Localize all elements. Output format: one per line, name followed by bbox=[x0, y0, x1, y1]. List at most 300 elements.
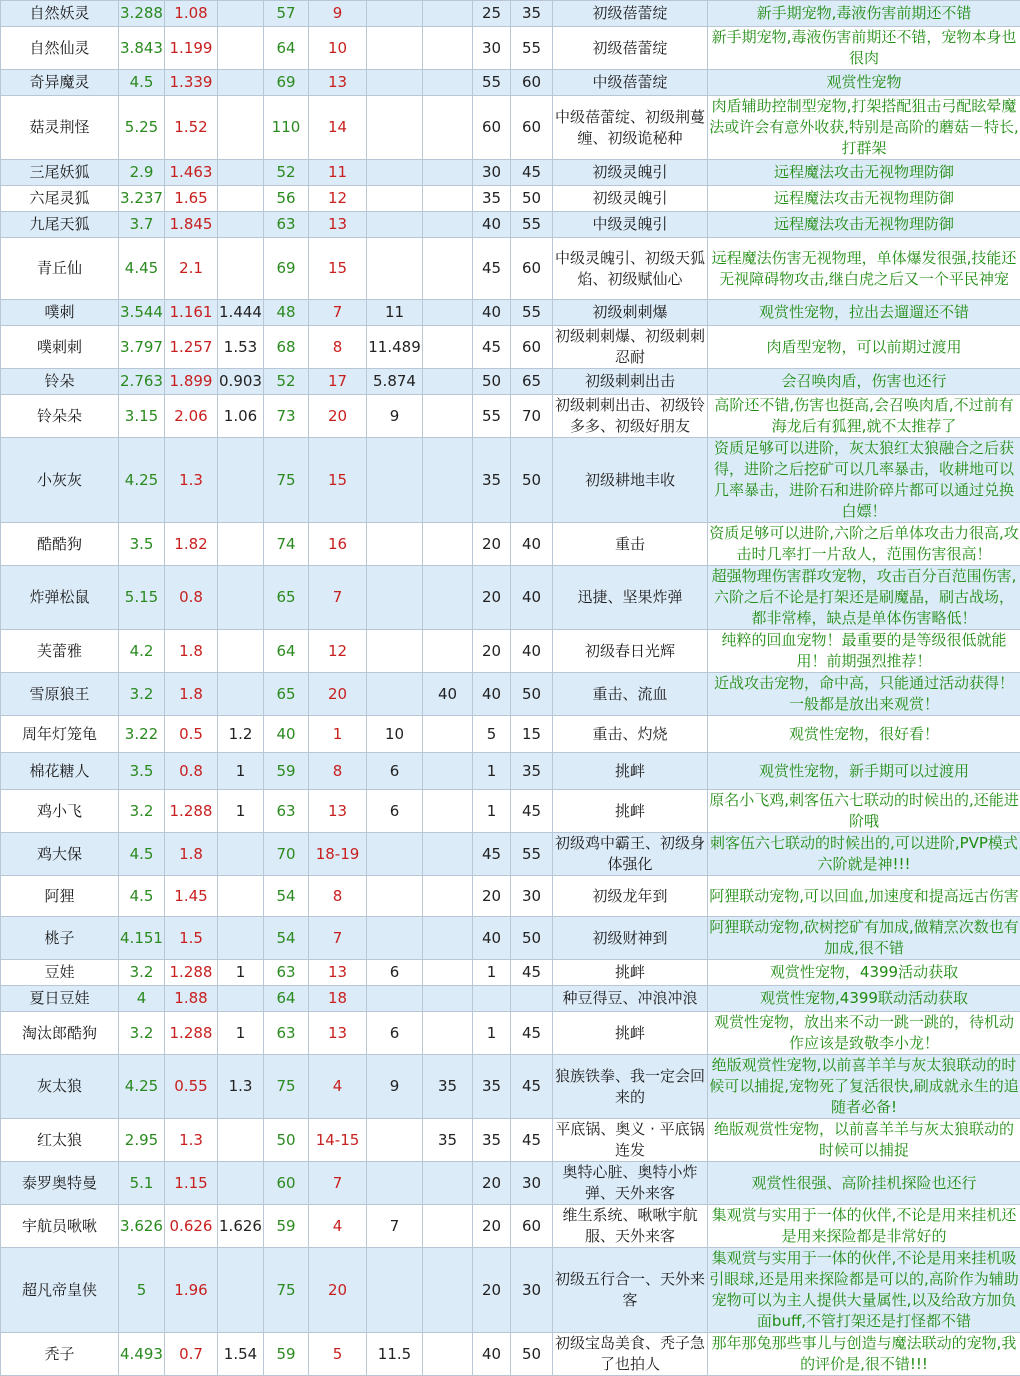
cell-v10: 65 bbox=[511, 369, 553, 395]
table-row bbox=[1, 1012, 1020, 1055]
table-row bbox=[1, 1119, 1020, 1162]
cell-v5: 7 bbox=[309, 300, 367, 326]
cell-skill: 重击、灼烧 bbox=[553, 716, 708, 753]
cell-v3 bbox=[218, 673, 264, 716]
cell-v6 bbox=[367, 96, 423, 160]
cell-v3: 1.53 bbox=[218, 326, 264, 369]
cell-v1: 4.151 bbox=[119, 917, 165, 960]
cell-desc: 远程魔法攻击无视物理防御 bbox=[708, 212, 1020, 238]
cell-desc: 集观赏与实用于一体的伙伴,不论是用来挂机吸引眼球,还是用来探险都是可以的,高阶作为辅助宠物可以为主人提供大量属性,以及给敌方加负面buff,不管打架还是打怪都不错 bbox=[708, 1248, 1020, 1333]
cell-v10: 40 bbox=[511, 630, 553, 673]
cell-v5: 15 bbox=[309, 438, 367, 523]
cell-desc: 原名小飞鸡,刺客伍六七联动的时候出的,还能进阶哦 bbox=[708, 790, 1020, 833]
cell-v9: 20 bbox=[473, 523, 511, 566]
cell-v3 bbox=[218, 523, 264, 566]
cell-v1: 5.15 bbox=[119, 566, 165, 630]
cell-v5: 14 bbox=[309, 96, 367, 160]
cell-v7: 40 bbox=[423, 673, 473, 716]
cell-v5: 17 bbox=[309, 369, 367, 395]
cell-v7: 35 bbox=[423, 1119, 473, 1162]
cell-v4: 63 bbox=[264, 1012, 309, 1055]
cell-v9: 20 bbox=[473, 1205, 511, 1248]
cell-v2: 1.288 bbox=[165, 1012, 218, 1055]
cell-v7 bbox=[423, 1162, 473, 1205]
cell-v6 bbox=[367, 566, 423, 630]
cell-v9: 1 bbox=[473, 753, 511, 790]
cell-v5: 5 bbox=[309, 1333, 367, 1376]
cell-v10: 60 bbox=[511, 70, 553, 96]
cell-v10: 30 bbox=[511, 1162, 553, 1205]
cell-v4: 64 bbox=[264, 986, 309, 1012]
cell-skill: 平底锅、奥义 · 平底锅连发 bbox=[553, 1119, 708, 1162]
cell-v2: 1.82 bbox=[165, 523, 218, 566]
table-row bbox=[1, 369, 1020, 395]
cell-v2: 1.288 bbox=[165, 960, 218, 986]
cell-skill: 初级龙年到 bbox=[553, 876, 708, 917]
cell-v5: 15 bbox=[309, 238, 367, 300]
cell-v9: 35 bbox=[473, 1055, 511, 1119]
cell-skill: 初级刺刺爆、初级刺刺忍耐 bbox=[553, 326, 708, 369]
table-row bbox=[1, 753, 1020, 790]
cell-desc: 远程魔法攻击无视物理防御 bbox=[708, 160, 1020, 186]
cell-v4: 73 bbox=[264, 395, 309, 438]
cell-v6: 11 bbox=[367, 300, 423, 326]
cell-desc: 高阶还不错,伤害也挺高,会召唤肉盾,不过前有海龙后有狐狸,就不太推荐了 bbox=[708, 395, 1020, 438]
cell-v10 bbox=[511, 986, 553, 1012]
cell-v9: 35 bbox=[473, 1119, 511, 1162]
table-row bbox=[1, 986, 1020, 1012]
cell-v1: 3.626 bbox=[119, 1205, 165, 1248]
cell-v9: 20 bbox=[473, 876, 511, 917]
cell-skill: 初级鸡中霸王、初级身体强化 bbox=[553, 833, 708, 876]
cell-v7 bbox=[423, 212, 473, 238]
cell-skill: 初级蓓蕾绽 bbox=[553, 1, 708, 27]
cell-v5: 7 bbox=[309, 1162, 367, 1205]
cell-v6 bbox=[367, 70, 423, 96]
cell-name: 酷酷狗 bbox=[1, 523, 119, 566]
cell-skill: 维生系统、啾啾宇航服、天外来客 bbox=[553, 1205, 708, 1248]
cell-v2: 0.8 bbox=[165, 566, 218, 630]
cell-v6: 11.489 bbox=[367, 326, 423, 369]
cell-v4: 50 bbox=[264, 1119, 309, 1162]
cell-v10: 50 bbox=[511, 186, 553, 212]
cell-v1: 3.7 bbox=[119, 212, 165, 238]
cell-name: 鸡大保 bbox=[1, 833, 119, 876]
cell-v7 bbox=[423, 986, 473, 1012]
cell-v2: 1.339 bbox=[165, 70, 218, 96]
cell-v5: 8 bbox=[309, 876, 367, 917]
cell-v2: 1.88 bbox=[165, 986, 218, 1012]
cell-name: 泰罗奥特曼 bbox=[1, 1162, 119, 1205]
cell-v2: 1.8 bbox=[165, 673, 218, 716]
cell-v9: 1 bbox=[473, 1012, 511, 1055]
cell-v3 bbox=[218, 876, 264, 917]
cell-v10: 50 bbox=[511, 1333, 553, 1376]
cell-v9: 25 bbox=[473, 1, 511, 27]
cell-v3 bbox=[218, 1162, 264, 1205]
cell-desc: 资质足够可以进阶，灰太狼红太狼融合之后获得，进阶之后挖矿可以几率暴击，收耕地可以几率暴击，进阶石和进阶碎片都可以通过兑换白嫖！ bbox=[708, 438, 1020, 523]
cell-name: 青丘仙 bbox=[1, 238, 119, 300]
cell-v4: 52 bbox=[264, 369, 309, 395]
cell-v3 bbox=[218, 96, 264, 160]
table-row bbox=[1, 438, 1020, 523]
cell-v5: 18 bbox=[309, 986, 367, 1012]
table-row bbox=[1, 96, 1020, 160]
cell-v10: 30 bbox=[511, 1248, 553, 1333]
cell-v3 bbox=[218, 70, 264, 96]
cell-v6 bbox=[367, 1, 423, 27]
cell-skill: 中级灵魄引、初级天狐焰、初级赋仙心 bbox=[553, 238, 708, 300]
cell-desc: 新手期宠物,毒液伤害前期还不错 bbox=[708, 1, 1020, 27]
cell-name: 铃朵朵 bbox=[1, 395, 119, 438]
cell-v1: 5.25 bbox=[119, 96, 165, 160]
table-row bbox=[1, 630, 1020, 673]
cell-v7 bbox=[423, 27, 473, 70]
cell-v2: 1.288 bbox=[165, 790, 218, 833]
cell-v6: 6 bbox=[367, 1012, 423, 1055]
cell-v7 bbox=[423, 326, 473, 369]
cell-v3 bbox=[218, 238, 264, 300]
cell-v1: 4 bbox=[119, 986, 165, 1012]
cell-v6 bbox=[367, 986, 423, 1012]
cell-name: 六尾灵狐 bbox=[1, 186, 119, 212]
cell-v10: 15 bbox=[511, 716, 553, 753]
cell-v9 bbox=[473, 986, 511, 1012]
cell-name: 炸弹松鼠 bbox=[1, 566, 119, 630]
cell-v9: 40 bbox=[473, 212, 511, 238]
cell-name: 芙蕾雅 bbox=[1, 630, 119, 673]
cell-v3: 1 bbox=[218, 1012, 264, 1055]
cell-v2: 1.15 bbox=[165, 1162, 218, 1205]
cell-v6: 5.874 bbox=[367, 369, 423, 395]
cell-name: 雪原狼王 bbox=[1, 673, 119, 716]
table-row bbox=[1, 27, 1020, 70]
cell-desc: 观赏性宠物 bbox=[708, 70, 1020, 96]
cell-v7 bbox=[423, 790, 473, 833]
cell-v6: 7 bbox=[367, 1205, 423, 1248]
cell-v10: 60 bbox=[511, 326, 553, 369]
table-row bbox=[1, 186, 1020, 212]
cell-v4: 65 bbox=[264, 673, 309, 716]
cell-name: 铃朵 bbox=[1, 369, 119, 395]
table-row bbox=[1, 1205, 1020, 1248]
cell-v7 bbox=[423, 1205, 473, 1248]
cell-v10: 50 bbox=[511, 438, 553, 523]
cell-v9: 45 bbox=[473, 238, 511, 300]
cell-v2: 0.5 bbox=[165, 716, 218, 753]
cell-v9: 60 bbox=[473, 96, 511, 160]
cell-v7 bbox=[423, 1, 473, 27]
cell-skill: 中级蓓蕾绽 bbox=[553, 70, 708, 96]
cell-skill: 挑衅 bbox=[553, 960, 708, 986]
cell-skill: 初级灵魄引 bbox=[553, 186, 708, 212]
cell-v4: 68 bbox=[264, 326, 309, 369]
cell-v7 bbox=[423, 369, 473, 395]
cell-v5: 7 bbox=[309, 917, 367, 960]
cell-v2: 0.626 bbox=[165, 1205, 218, 1248]
cell-v3: 1.3 bbox=[218, 1055, 264, 1119]
cell-name: 夏日豆娃 bbox=[1, 986, 119, 1012]
cell-v10: 45 bbox=[511, 960, 553, 986]
cell-v7 bbox=[423, 1333, 473, 1376]
cell-v4: 63 bbox=[264, 960, 309, 986]
cell-v7 bbox=[423, 716, 473, 753]
table-row bbox=[1, 395, 1020, 438]
cell-v1: 3.797 bbox=[119, 326, 165, 369]
cell-v2: 1.45 bbox=[165, 876, 218, 917]
cell-v1: 3.2 bbox=[119, 960, 165, 986]
cell-v4: 40 bbox=[264, 716, 309, 753]
cell-v3 bbox=[218, 186, 264, 212]
cell-v1: 3.544 bbox=[119, 300, 165, 326]
cell-v5: 9 bbox=[309, 1, 367, 27]
cell-v5: 4 bbox=[309, 1055, 367, 1119]
table-row bbox=[1, 212, 1020, 238]
cell-v4: 59 bbox=[264, 753, 309, 790]
cell-v4: 69 bbox=[264, 70, 309, 96]
cell-v6 bbox=[367, 238, 423, 300]
cell-skill: 初级财神到 bbox=[553, 917, 708, 960]
cell-name: 棉花糖人 bbox=[1, 753, 119, 790]
table-row bbox=[1, 960, 1020, 986]
cell-v3 bbox=[218, 438, 264, 523]
cell-v1: 5.1 bbox=[119, 1162, 165, 1205]
cell-v7 bbox=[423, 1012, 473, 1055]
cell-v3 bbox=[218, 566, 264, 630]
cell-skill: 重击、流血 bbox=[553, 673, 708, 716]
cell-v10: 45 bbox=[511, 1119, 553, 1162]
cell-v9: 1 bbox=[473, 960, 511, 986]
cell-v9: 40 bbox=[473, 300, 511, 326]
cell-v1: 4.2 bbox=[119, 630, 165, 673]
cell-v10: 50 bbox=[511, 917, 553, 960]
cell-v1: 3.2 bbox=[119, 673, 165, 716]
cell-v5: 20 bbox=[309, 673, 367, 716]
cell-v6 bbox=[367, 917, 423, 960]
cell-v7 bbox=[423, 300, 473, 326]
cell-v3 bbox=[218, 986, 264, 1012]
cell-v4: 54 bbox=[264, 876, 309, 917]
cell-v1: 4.493 bbox=[119, 1333, 165, 1376]
cell-v2: 1.257 bbox=[165, 326, 218, 369]
cell-skill: 初级刺刺爆 bbox=[553, 300, 708, 326]
cell-v7 bbox=[423, 438, 473, 523]
cell-skill: 挑衅 bbox=[553, 753, 708, 790]
cell-skill: 狼族铁拳、我一定会回来的 bbox=[553, 1055, 708, 1119]
cell-v1: 4.25 bbox=[119, 438, 165, 523]
cell-desc: 那年那兔那些事儿与创造与魔法联动的宠物,我的评价是,很不错!!! bbox=[708, 1333, 1020, 1376]
cell-name: 桃子 bbox=[1, 917, 119, 960]
cell-desc: 超强物理伤害群攻宠物，攻击百分百范围伤害,六阶之后不论是打架还是刷魔晶，刷古战场，都非常棒，缺点是单体伤害略低！ bbox=[708, 566, 1020, 630]
cell-v4: 75 bbox=[264, 1055, 309, 1119]
table-row bbox=[1, 790, 1020, 833]
cell-desc: 近战攻击宠物，命中高，只能通过活动获得！一般都是放出来观赏！ bbox=[708, 673, 1020, 716]
cell-v7 bbox=[423, 160, 473, 186]
cell-v1: 3.5 bbox=[119, 523, 165, 566]
cell-desc: 集观赏与实用于一体的伙伴,不论是用来挂机还是用来探险都是非常好的 bbox=[708, 1205, 1020, 1248]
cell-desc: 会召唤肉盾，伤害也还行 bbox=[708, 369, 1020, 395]
cell-v10: 55 bbox=[511, 27, 553, 70]
cell-v2: 1.3 bbox=[165, 438, 218, 523]
cell-v1: 3.843 bbox=[119, 27, 165, 70]
cell-v5: 1 bbox=[309, 716, 367, 753]
cell-desc: 资质足够可以进阶,六阶之后单体攻击力很高,攻击时几率打一片敌人，范围伤害很高！ bbox=[708, 523, 1020, 566]
cell-desc: 肉盾辅助控制型宠物,打架搭配狙击弓配眩晕魔法或许会有意外收获,特别是高阶的蘑菇－特长,打群架 bbox=[708, 96, 1020, 160]
table-row bbox=[1, 1248, 1020, 1333]
table-row bbox=[1, 300, 1020, 326]
cell-desc: 观赏性宠物,4399联动活动获取 bbox=[708, 986, 1020, 1012]
cell-v7 bbox=[423, 186, 473, 212]
cell-v10: 45 bbox=[511, 160, 553, 186]
cell-v5: 11 bbox=[309, 160, 367, 186]
cell-v5: 13 bbox=[309, 790, 367, 833]
table-row bbox=[1, 326, 1020, 369]
cell-v9: 20 bbox=[473, 630, 511, 673]
table-row bbox=[1, 523, 1020, 566]
cell-v1: 3.237 bbox=[119, 186, 165, 212]
cell-name: 秃子 bbox=[1, 1333, 119, 1376]
cell-v2: 0.7 bbox=[165, 1333, 218, 1376]
cell-v4: 59 bbox=[264, 1205, 309, 1248]
cell-v5: 12 bbox=[309, 630, 367, 673]
cell-v9: 20 bbox=[473, 1248, 511, 1333]
cell-v1: 3.2 bbox=[119, 1012, 165, 1055]
cell-v5: 13 bbox=[309, 960, 367, 986]
cell-v9: 20 bbox=[473, 1162, 511, 1205]
cell-v4: 75 bbox=[264, 438, 309, 523]
cell-skill: 初级蓓蕾绽 bbox=[553, 27, 708, 70]
cell-desc: 绝版观赏性宠物，以前喜羊羊与灰太狼联动的时候可以捕捉 bbox=[708, 1119, 1020, 1162]
cell-v2: 1.96 bbox=[165, 1248, 218, 1333]
cell-v5: 10 bbox=[309, 27, 367, 70]
cell-v10: 55 bbox=[511, 833, 553, 876]
cell-v1: 2.763 bbox=[119, 369, 165, 395]
cell-v3 bbox=[218, 917, 264, 960]
cell-v7 bbox=[423, 566, 473, 630]
cell-v10: 60 bbox=[511, 1205, 553, 1248]
cell-v5: 13 bbox=[309, 1012, 367, 1055]
cell-v4: 63 bbox=[264, 790, 309, 833]
cell-v1: 3.2 bbox=[119, 790, 165, 833]
cell-v6 bbox=[367, 523, 423, 566]
cell-v10: 35 bbox=[511, 1, 553, 27]
cell-skill: 种豆得豆、冲浪冲浪 bbox=[553, 986, 708, 1012]
cell-v3: 1.444 bbox=[218, 300, 264, 326]
cell-v9: 20 bbox=[473, 566, 511, 630]
cell-v3 bbox=[218, 1248, 264, 1333]
cell-v7 bbox=[423, 960, 473, 986]
cell-v9: 5 bbox=[473, 716, 511, 753]
cell-v4: 57 bbox=[264, 1, 309, 27]
cell-v3: 1.2 bbox=[218, 716, 264, 753]
cell-name: 噗刺 bbox=[1, 300, 119, 326]
table-row bbox=[1, 1162, 1020, 1205]
cell-v10: 70 bbox=[511, 395, 553, 438]
cell-v3: 0.903 bbox=[218, 369, 264, 395]
cell-v4: 70 bbox=[264, 833, 309, 876]
cell-v6: 10 bbox=[367, 716, 423, 753]
cell-v2: 1.65 bbox=[165, 186, 218, 212]
cell-name: 自然妖灵 bbox=[1, 1, 119, 27]
cell-name: 三尾妖狐 bbox=[1, 160, 119, 186]
cell-v5: 8 bbox=[309, 326, 367, 369]
cell-v3 bbox=[218, 833, 264, 876]
cell-v7 bbox=[423, 523, 473, 566]
table-row bbox=[1, 238, 1020, 300]
table-row bbox=[1, 1055, 1020, 1119]
cell-skill: 迅捷、坚果炸弹 bbox=[553, 566, 708, 630]
cell-v7 bbox=[423, 96, 473, 160]
table-row bbox=[1, 160, 1020, 186]
cell-v6 bbox=[367, 630, 423, 673]
cell-desc: 阿狸联动宠物,砍树挖矿有加成,做精烹次数也有加成,很不错 bbox=[708, 917, 1020, 960]
cell-skill: 初级耕地丰收 bbox=[553, 438, 708, 523]
cell-v2: 1.3 bbox=[165, 1119, 218, 1162]
cell-name: 小灰灰 bbox=[1, 438, 119, 523]
cell-v4: 59 bbox=[264, 1333, 309, 1376]
cell-skill: 初级刺刺出击 bbox=[553, 369, 708, 395]
cell-v2: 0.8 bbox=[165, 753, 218, 790]
cell-name: 红太狼 bbox=[1, 1119, 119, 1162]
cell-v6 bbox=[367, 673, 423, 716]
cell-v6 bbox=[367, 160, 423, 186]
cell-desc: 远程魔法攻击无视物理防御 bbox=[708, 186, 1020, 212]
cell-v2: 1.199 bbox=[165, 27, 218, 70]
table-row bbox=[1, 70, 1020, 96]
cell-name: 九尾天狐 bbox=[1, 212, 119, 238]
cell-name: 自然仙灵 bbox=[1, 27, 119, 70]
cell-v4: 60 bbox=[264, 1162, 309, 1205]
cell-name: 周年灯笼龟 bbox=[1, 716, 119, 753]
cell-v6 bbox=[367, 212, 423, 238]
table-row bbox=[1, 917, 1020, 960]
cell-name: 鸡小飞 bbox=[1, 790, 119, 833]
cell-desc: 观赏性宠物，4399活动获取 bbox=[708, 960, 1020, 986]
cell-desc: 观赏性很强、高阶挂机探险也还行 bbox=[708, 1162, 1020, 1205]
cell-v9: 35 bbox=[473, 438, 511, 523]
cell-name: 宇航员啾啾 bbox=[1, 1205, 119, 1248]
cell-name: 阿狸 bbox=[1, 876, 119, 917]
cell-v6 bbox=[367, 876, 423, 917]
cell-desc: 肉盾型宠物，可以前期过渡用 bbox=[708, 326, 1020, 369]
table-row bbox=[1, 1, 1020, 27]
cell-v4: 48 bbox=[264, 300, 309, 326]
cell-desc: 远程魔法伤害无视物理，单体爆发很强,技能还无视障碍物攻击,继白虎之后又一个平民神宠 bbox=[708, 238, 1020, 300]
cell-v1: 3.5 bbox=[119, 753, 165, 790]
cell-v1: 3.288 bbox=[119, 1, 165, 27]
cell-v9: 40 bbox=[473, 917, 511, 960]
cell-v7 bbox=[423, 833, 473, 876]
cell-v10: 45 bbox=[511, 1012, 553, 1055]
cell-name: 淘汰郎酷狗 bbox=[1, 1012, 119, 1055]
cell-v5: 16 bbox=[309, 523, 367, 566]
cell-name: 奇异魔灵 bbox=[1, 70, 119, 96]
cell-v10: 60 bbox=[511, 96, 553, 160]
cell-skill: 挑衅 bbox=[553, 1012, 708, 1055]
cell-skill: 中级灵魄引 bbox=[553, 212, 708, 238]
cell-v6 bbox=[367, 438, 423, 523]
cell-skill: 奥特心脏、奥特小炸弹、天外来客 bbox=[553, 1162, 708, 1205]
cell-v3 bbox=[218, 1, 264, 27]
cell-v3 bbox=[218, 212, 264, 238]
cell-desc: 观赏性宠物，新手期可以过渡用 bbox=[708, 753, 1020, 790]
cell-v4: 64 bbox=[264, 630, 309, 673]
cell-desc: 绝版观赏性宠物,以前喜羊羊与灰太狼联动的时候可以捕捉,宠物死了复活很快,刷成就永生的追随者必备! bbox=[708, 1055, 1020, 1119]
cell-v6: 6 bbox=[367, 960, 423, 986]
cell-v10: 55 bbox=[511, 212, 553, 238]
cell-v10: 45 bbox=[511, 1055, 553, 1119]
cell-v1: 4.45 bbox=[119, 238, 165, 300]
